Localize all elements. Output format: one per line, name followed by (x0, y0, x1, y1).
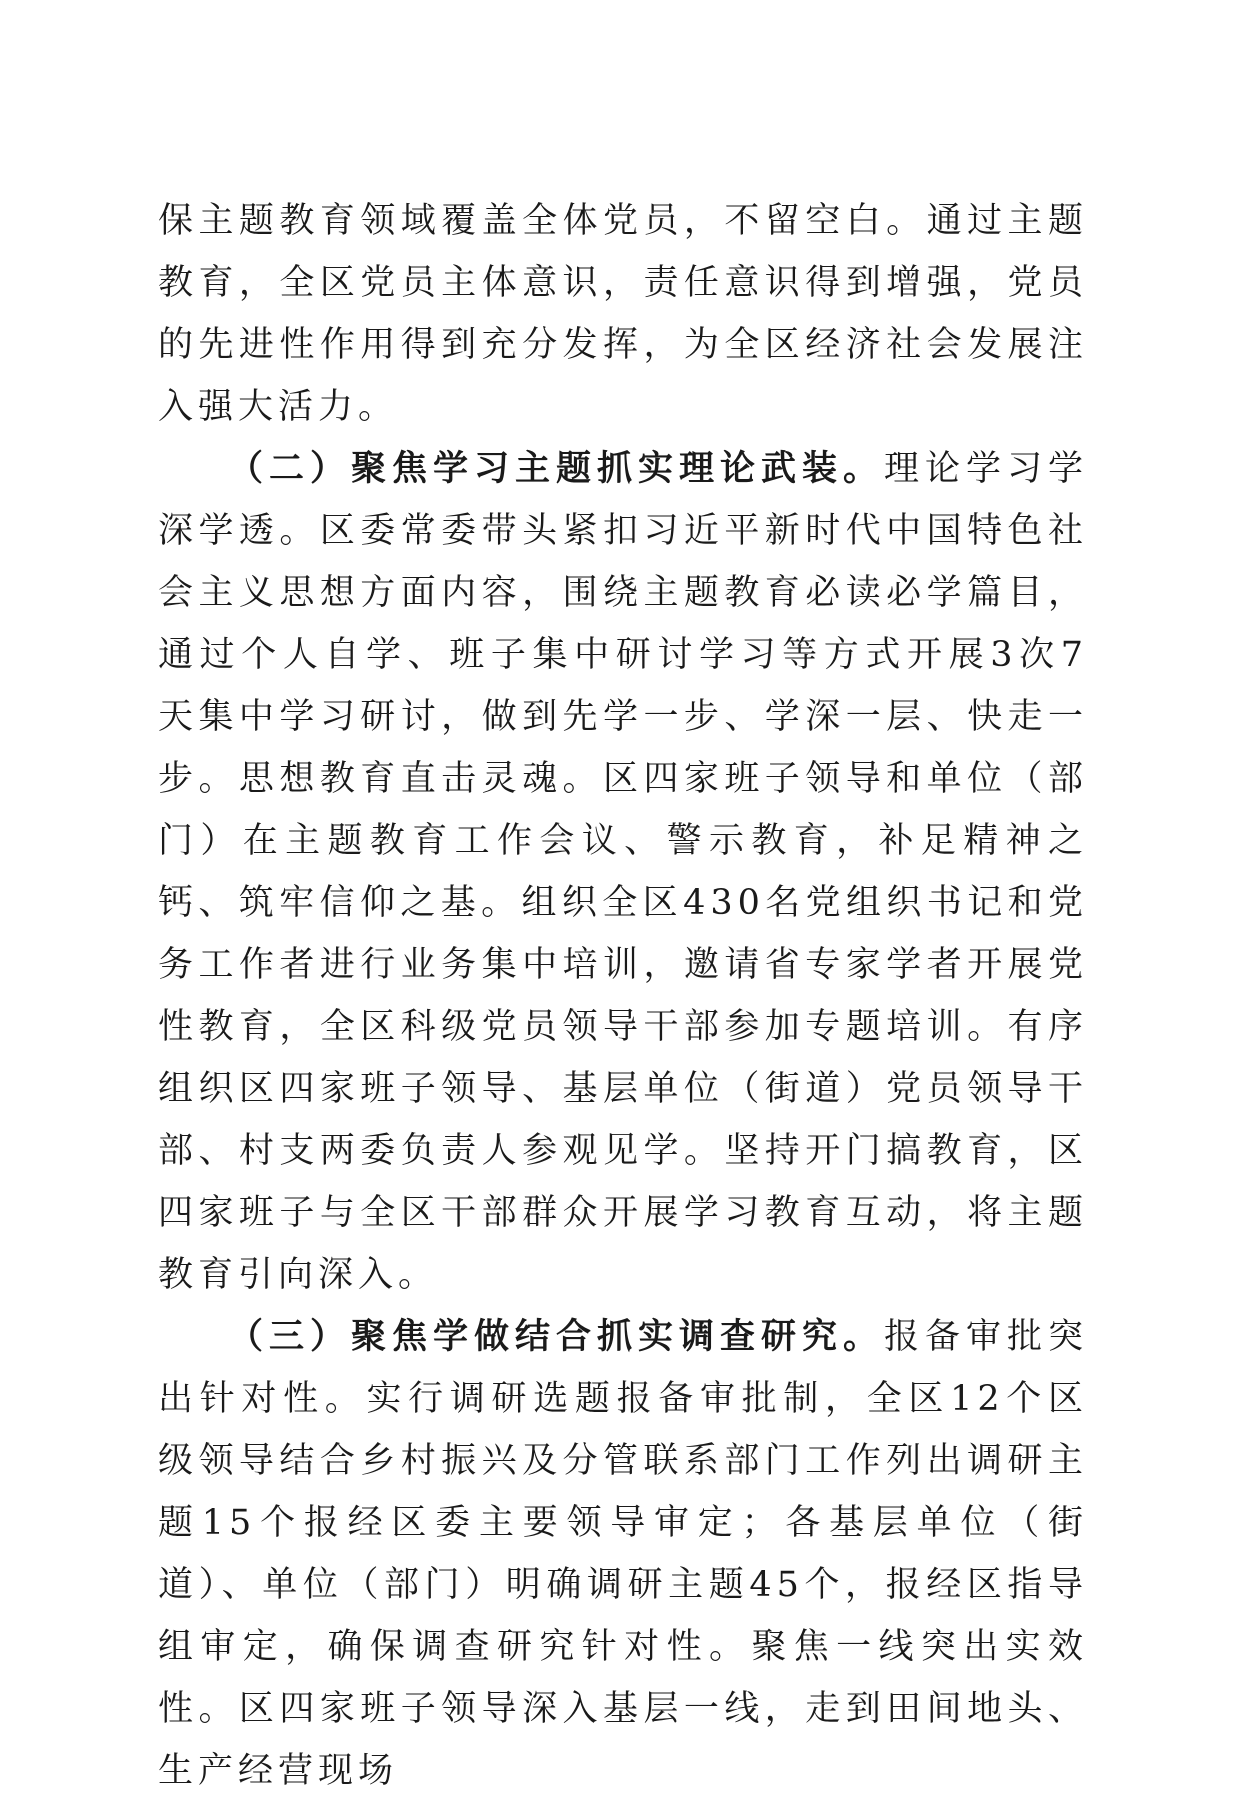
document-body (158, 190, 1088, 1802)
section-3-body: 报备审批突出针对性。实行调研选题报备审批制，全区12个区级领导结合乡村振兴及分管联系部门工作列出调研主题15个报经区委主要领导审定；各基层单位（街道）、单位（部门）明确调研主题45个，报经区指导组审定，确保调查研究针对性。聚焦一线突出实效性。区四家班子领导深入基层一线，走到田间地头、生产经营现场 (158, 1317, 1088, 1791)
section-2-heading: （二）聚焦学习主题抓实理论武装。 (228, 449, 884, 489)
section-3-paragraph (158, 1306, 1088, 1802)
paragraph-continuation: 保主题教育领域覆盖全体党员，不留空白。通过主题教育，全区党员主体意识，责任意识得到增强，党员的先进性作用得到充分发挥，为全区经济社会发展注入强大活力。 (158, 201, 1088, 427)
section-2-paragraph (158, 438, 1088, 1306)
section-3-heading: （三）聚焦学做结合抓实调查研究。 (228, 1317, 884, 1357)
section-2-body: 理论学习学深学透。区委常委带头紧扣习近平新时代中国特色社会主义思想方面内容，围绕主题教育必读必学篇目，通过个人自学、班子集中研讨学习等方式开展3次7天集中学习研讨，做到先学一步、学深一层、快走一步。思想教育直击灵魂。区四家班子领导和单位（部门）在主题教育工作会议、警示教育，补足精神之钙、筑牢信仰之基。组织全区430名党组织书记和党务工作者进行业务集中培训，邀请省专家学者开展党性教育，全区科级党员领导干部参加专题培训。有序组织区四家班子领导、基层单位（街道）党员领导干部、村支两委负责人参观见学。坚持开门搞教育，区四家班子与全区干部群众开展学习教育互动，将主题教育引向深入。 (158, 449, 1088, 1295)
